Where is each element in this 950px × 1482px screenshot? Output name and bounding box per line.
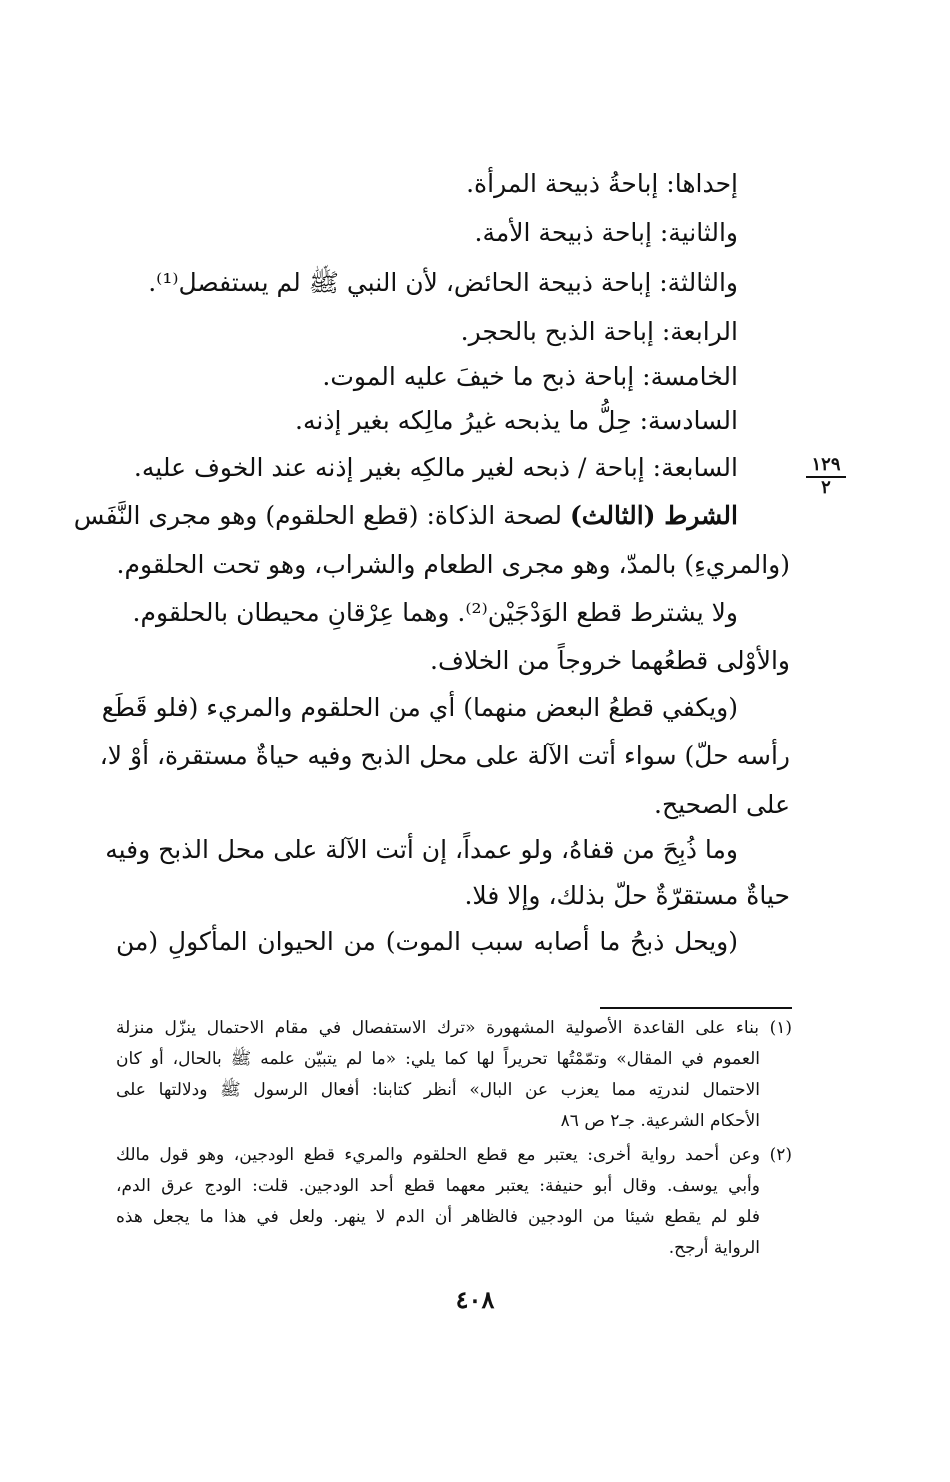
- body-line-12: (ويكفي قطعُ البعض منهما) أي من الحلقوم والمريء (فلو قَطَع: [101, 693, 738, 722]
- body-line-15: وما ذُبِحَ من قفاهُ، ولو عمداً، إن أتت الآلة على محل الذبح وفيه: [105, 835, 738, 864]
- footnote-2-line-4: الرواية أرجح.: [668, 1238, 760, 1258]
- body-line-8: [73, 496, 738, 536]
- body-line-2: والثانية: إباحة ذبيحة الأمة.: [474, 218, 738, 247]
- footnote-2-line-2: وأبي يوسف. وقال أبو حنيفة: يعتبر معهما قطع أحد الودجين. قلت: الودج عرق الدم،: [116, 1176, 760, 1196]
- footnote-2-line-1: (٢) وعن أحمد رواية أخرى: يعتبر مع قطع الحلقوم والمريء قطع الودجين، وهو قول مالك: [116, 1145, 792, 1165]
- condition-heading: الشرط (الثالث): [569, 501, 738, 530]
- footnote-1-line-1: (١) بناء على القاعدة الأصولية المشهورة «ترك الاستفصال في مقام الاحتمال ينزّل منزلة: [116, 1018, 792, 1038]
- body-line-14: على الصحيح.: [654, 790, 790, 819]
- body-line-3: والثالثة: إباحة ذبيحة الحائض، لأن النبي ﷺ لم يستفصل⁽¹⁾.: [148, 268, 738, 297]
- body-line-16: حياةٌ مستقرّةٌ حلّ بذلك، وإلا فلا.: [464, 881, 790, 910]
- body-line-7: السابعة: إباحة / ذبحه لغير مالكِه بغير إذنه عند الخوف عليه.: [133, 453, 738, 482]
- condition-text: لصحة الذكاة: (قطع الحلقوم) وهو مجرى النَّفَس: [73, 501, 570, 530]
- body-line-5: الخامسة: إباحة ذبح ما خيفَ عليه الموت.: [322, 362, 738, 391]
- footnote-1-line-4: الأحكام الشرعية. جـ٢ ص ٨٦: [560, 1111, 760, 1131]
- footnote-1-line-2: العموم في المقال» وتمّمْتُها تحريراً لها كما يلي: «ما لم يتبيّن علمه ﷺ بالحال، أو كان: [116, 1049, 760, 1069]
- body-line-13: رأسه حلّ) سواء أتت الآلة على محل الذبح وفيه حياةٌ مستقرة، أوْ لا،: [99, 741, 790, 770]
- footnote-2-line-3: فلو لم يقطع شيئا من الودجين فالظاهر أن الدم لا ينهر. ولعل في هذا ما يجعل هذه: [116, 1207, 760, 1227]
- page-number: ٤٠٨: [455, 1285, 495, 1314]
- margin-ref-part: ٢: [821, 477, 831, 498]
- body-line-9: (والمريءِ) بالمدّ، وهو مجرى الطعام والشراب، وهو تحت الحلقوم.: [116, 550, 790, 579]
- footnote-1-line-3: الاحتمال لندرتِه مما يعزب عن البال» أنظر كتابنا: أفعال الرسول ﷺ ودلالتها على: [116, 1080, 760, 1100]
- body-line-17: (ويحل ذبحُ ما أصابه سبب الموت) من الحيوان المأكولِ (من: [116, 927, 738, 956]
- margin-reference: [806, 455, 846, 498]
- body-line-6: السادسة: حِلُّ ما يذبحه غيرُ مالِكه بغير إذنه.: [295, 406, 738, 435]
- margin-ref-volume-page: ١٢٩: [806, 455, 846, 478]
- body-line-1: إحداها: إباحةُ ذبيحة المرأة.: [466, 169, 738, 198]
- body-line-4: الرابعة: إباحة الذبح بالحجر.: [460, 317, 738, 346]
- body-line-10: ولا يشترط قطع الوَدْجَيْن⁽²⁾. وهما عِرْقانِ محيطان بالحلقوم.: [132, 598, 738, 627]
- body-line-11: والأوْلى قطعُهما خروجاً من الخلاف.: [430, 646, 790, 675]
- footnote-separator: [600, 1007, 792, 1009]
